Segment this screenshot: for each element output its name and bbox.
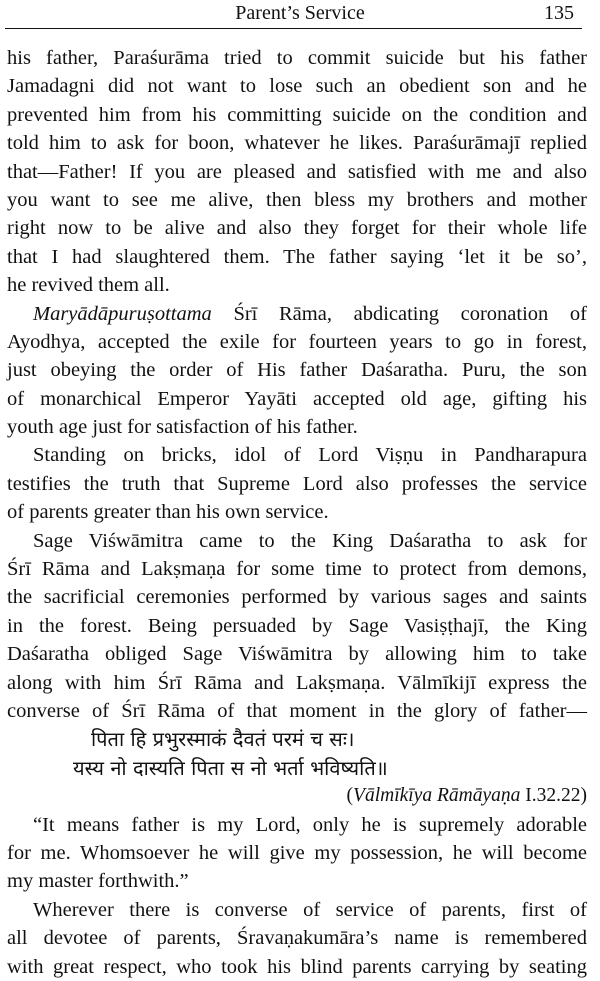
text-line	[7, 867, 587, 895]
line-text: just obeying the order of His father Daśaratha. Puru, the son	[7, 359, 587, 382]
text-line	[7, 243, 587, 271]
page-body	[7, 44, 587, 981]
line-text: for me. Whomsoever he will give my possession, he will become	[7, 841, 587, 864]
verse-line-1: पिता हि प्रभुरस्माकं दैवतं परमं च सः।	[91, 727, 355, 752]
line-text: Sage Viśwāmitra came to the King Daśaratha to ask for	[33, 529, 587, 552]
paragraph-block-2	[7, 811, 587, 981]
line-text: you want to see me alive, then bless my brothers and mother	[7, 188, 587, 211]
line-text: he revived them all.	[7, 274, 170, 297]
line-text: along with him Śrī Rāma and Lakṣmaṇa. Vālmīkijī express the	[7, 671, 587, 694]
text-line	[7, 498, 587, 526]
text-line	[7, 839, 587, 867]
line-text: Standing on bricks, idol of Lord Viṣṇu in Pandharapura	[33, 444, 587, 467]
text-line	[7, 300, 587, 328]
text-line	[7, 697, 587, 725]
text-line	[7, 640, 587, 668]
line-text: the sacrificial ceremonies performed by various sages and saints	[7, 586, 587, 609]
line-text: converse of Śrī Rāma of that moment in the glory of father—	[7, 699, 587, 722]
line-text: that—Father! If you are pleased and satisfied with me and also	[7, 160, 587, 183]
text-line	[7, 158, 587, 186]
line-text: that I had slaughtered them. The father saying ‘let it be so’,	[7, 245, 587, 268]
text-line	[7, 896, 587, 924]
verse-line-2: यस्य नो दास्यति पिता स नो भर्ता भविष्यति॥	[73, 755, 388, 780]
text-line	[7, 441, 587, 469]
running-title: Parent’s Service	[235, 2, 365, 24]
text-line	[7, 271, 587, 299]
header-rule	[5, 28, 582, 29]
text-line	[7, 44, 587, 72]
text-line	[7, 328, 587, 356]
running-header	[0, 0, 600, 32]
text-line	[7, 583, 587, 611]
text-line	[7, 385, 587, 413]
line-text: Wherever there is converse of service of parents, first of	[33, 898, 587, 921]
line-text: right now to be alive and also they forget for their whole life	[7, 217, 587, 240]
text-line	[7, 72, 587, 100]
line-text: his father, Paraśurāma tried to commit suicide but his father	[7, 47, 587, 69]
line-text: of parents greater than his own service.	[7, 501, 329, 524]
text-line	[7, 356, 587, 384]
line-text: Ayodhya, accepted the exile for fourteen years to go in forest,	[7, 330, 587, 353]
text-line	[7, 101, 587, 129]
text-line	[7, 953, 587, 981]
text-line	[7, 129, 587, 157]
line-text: told him to ask for boon, whatever he likes. Paraśurāmajī replied	[7, 132, 587, 155]
verse-citation	[7, 782, 587, 810]
line-text: Jamadagni did not want to lose such an obedient son and he	[7, 75, 587, 98]
text-line	[7, 186, 587, 214]
citation-open: (	[346, 785, 354, 807]
text-line	[7, 924, 587, 952]
line-text: Śrī Rāma, abdicating coronation of	[211, 302, 587, 325]
line-text: Śrī Rāma and Lakṣmaṇa for some time to protect from demons,	[7, 558, 587, 581]
line-text: all devotee of parents, Śravaṇakumāra’s name is remembered	[7, 927, 587, 950]
text-line	[7, 413, 587, 441]
line-text: “It means father is my Lord, only he is supremely adorable	[33, 813, 587, 836]
line-text: with great respect, who took his blind parents carrying by seating	[7, 955, 587, 978]
line-text: youth age just for satisfaction of his father.	[7, 416, 358, 439]
text-line	[7, 214, 587, 242]
citation-ref: I.32.22)	[520, 785, 587, 807]
paragraph-block-1	[7, 44, 587, 725]
line-text: Daśaratha obliged Sage Viśwāmitra by allowing him to take	[7, 643, 587, 666]
text-line	[7, 555, 587, 583]
text-line	[7, 470, 587, 498]
line-text: of monarchical Emperor Yayāti accepted old age, gifting his	[7, 387, 587, 410]
italic-term: Maryādāpuruṣottama	[33, 302, 212, 325]
line-text: my master forthwith.”	[7, 870, 189, 893]
citation-work: Vālmīkīya Rāmāyaṇa	[353, 785, 521, 807]
line-text: in the forest. Being persuaded by Sage Vasiṣṭhajī, the King	[7, 614, 587, 637]
line-text: testifies the truth that Supreme Lord also professes the service	[7, 472, 587, 495]
text-line	[7, 612, 587, 640]
text-line	[7, 811, 587, 839]
line-text: prevented him from his committing suicide on the condition and	[7, 103, 587, 126]
page-number: 135	[544, 2, 574, 24]
text-line	[7, 527, 587, 555]
text-line	[7, 669, 587, 697]
